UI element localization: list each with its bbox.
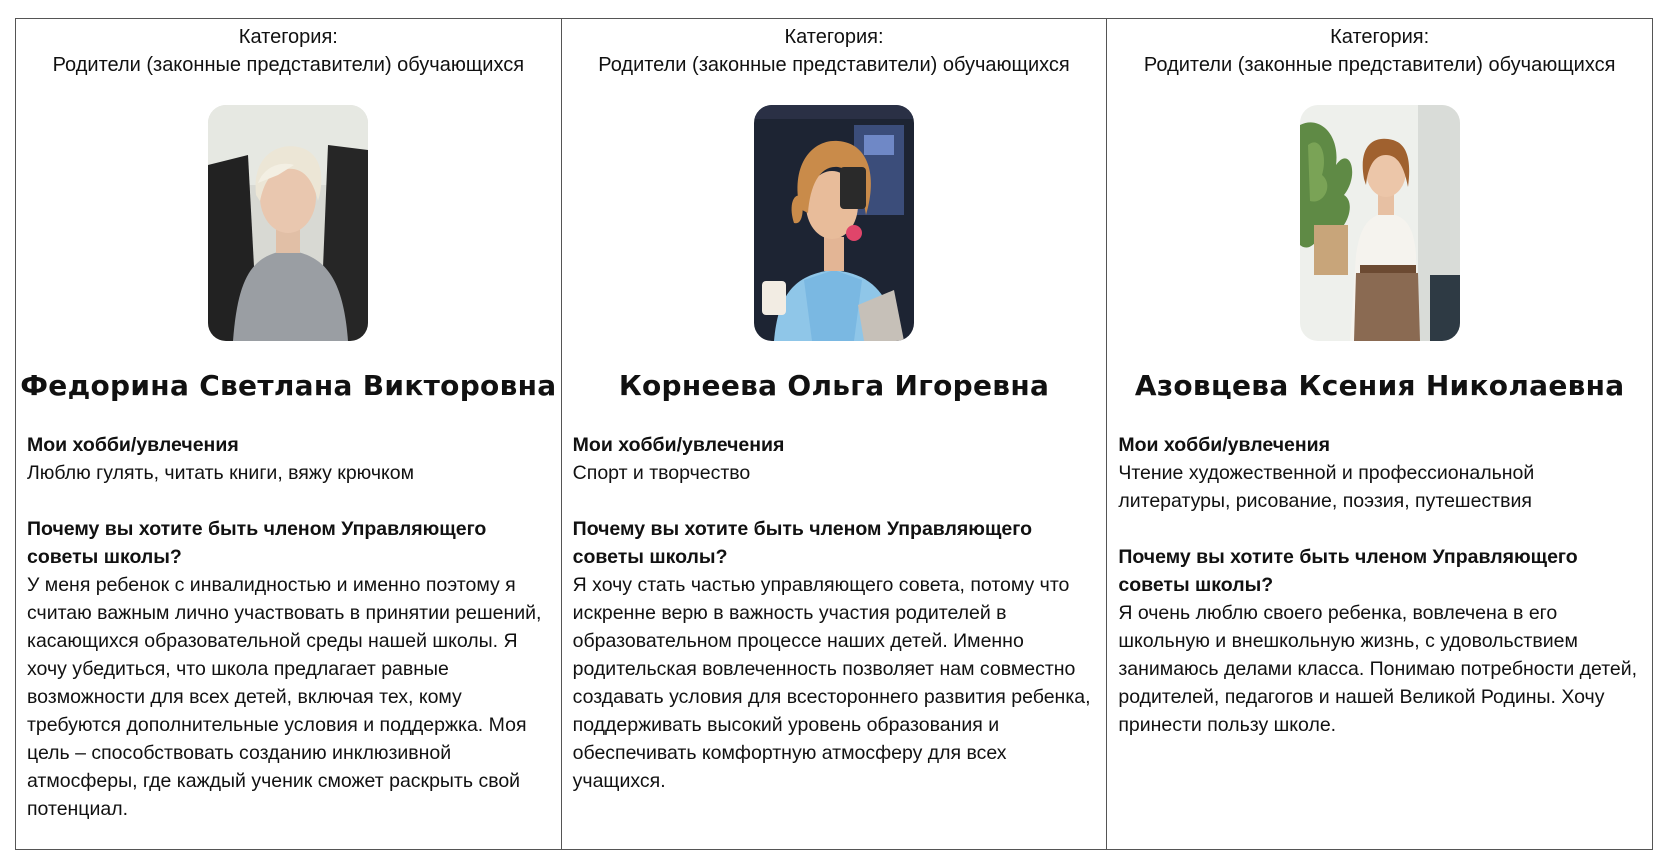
category-value: Родители (законные представители) обучающихся (1143, 54, 1616, 76)
candidate-name: Азовцева Ксения Николаевна (1134, 369, 1625, 402)
category-block (16, 23, 561, 79)
hobby-heading: Мои хобби/увлечения (572, 434, 785, 456)
hobby-heading: Мои хобби/увлечения (27, 434, 239, 456)
candidate-details (27, 431, 551, 823)
candidate-photo (208, 105, 368, 341)
candidate-card (562, 19, 1108, 849)
why-heading: Почему вы хотите быть членом Управляющего советы школы? (27, 518, 487, 568)
category-label: Категория: (784, 26, 884, 48)
why-text: Я очень люблю своего ребенка, вовлечена в его школьную и внешкольную жизнь, с удовольствием занимаюсь делами класса. Понимаю потребности детей, родителей, педагогов и нашей Великой Родины. Хочу принести пользу школе. (1118, 602, 1638, 736)
candidate-card (16, 19, 562, 849)
candidate-name: Федорина Светлана Викторовна (20, 369, 557, 402)
category-label: Категория: (238, 26, 338, 48)
why-heading: Почему вы хотите быть членом Управляющего советы школы? (1118, 546, 1578, 596)
hobby-text: Чтение художественной и профессиональной литературы, рисование, поэзия, путешествия (1118, 462, 1535, 512)
hobby-text: Люблю гулять, читать книги, вяжу крючком (27, 462, 415, 484)
candidate-details (1118, 431, 1642, 739)
category-label: Категория: (1330, 26, 1430, 48)
why-heading: Почему вы хотите быть членом Управляющего советы школы? (572, 518, 1033, 568)
category-block (562, 23, 1107, 79)
candidate-card (1107, 19, 1652, 849)
category-value: Родители (законные представители) обучающихся (52, 54, 525, 76)
candidate-details (573, 431, 1097, 795)
hobby-heading: Мои хобби/увлечения (1118, 434, 1331, 456)
candidate-name: Корнеева Ольга Игоревна (618, 369, 1050, 402)
why-text: Я хочу стать частью управляющего совета, потому что искренне верю в важность участия родителей в образовательном процессе наших детей. Именно родительская вовлеченность позволяет нам совместно создавать условия для всестороннего развития ребенка, поддерживать высокий уровень образования и обеспечивать комфортную атмосферу для всех учащихся. (572, 574, 1091, 792)
hobby-text: Спорт и творчество (572, 462, 751, 484)
category-block (1107, 23, 1652, 79)
candidate-photo (754, 105, 914, 341)
candidate-photo (1300, 105, 1460, 341)
candidates-table (15, 18, 1653, 850)
category-value: Родители (законные представители) обучающихся (598, 54, 1070, 76)
why-text: У меня ребенок с инвалидностью и именно поэтому я считаю важным лично участвовать в принятии решений, касающихся образовательной среды нашей школы. Я хочу убедиться, что школа предлагает равные возможности для всех детей, включая тех, кому требуются дополнительные условия и поддержка. Моя цель – способствовать созданию инклюзивной атмосферы, где каждый ученик сможет раскрыть свой потенциал. (27, 574, 542, 820)
